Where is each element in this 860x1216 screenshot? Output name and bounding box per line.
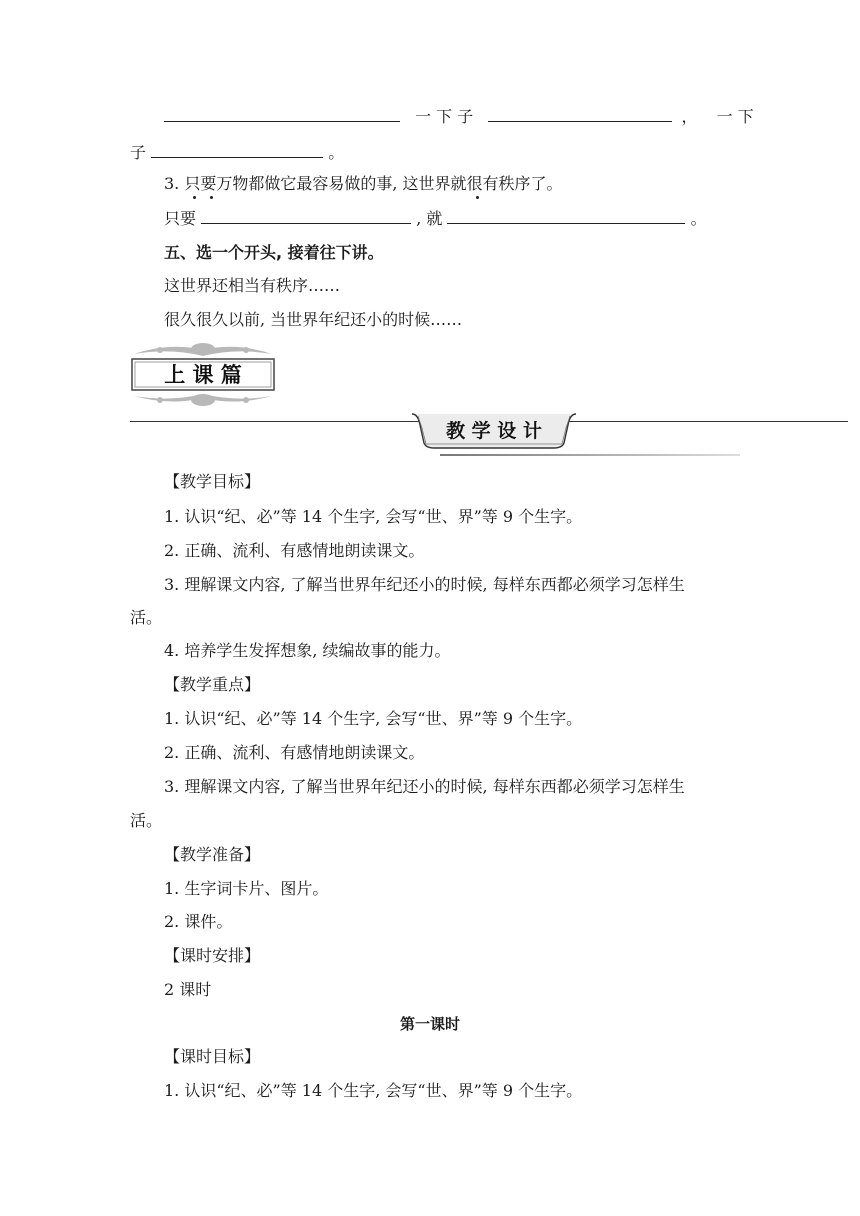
key-points-heading: 【教学重点】 (164, 675, 261, 694)
answer-blank[interactable] (151, 143, 323, 158)
preparation-item: 1. 生字词卡片、图片。 (164, 879, 329, 898)
goal-item: 4. 培养学生发挥想象, 续编故事的能力。 (164, 641, 451, 660)
fill-in-line-2 (130, 143, 344, 163)
tab-label: 教 学 设 计 (446, 420, 542, 442)
schedule-heading: 【课时安排】 (164, 946, 261, 965)
tab-shadow (440, 454, 740, 456)
lesson-goals-heading: 【课时目标】 (164, 1047, 261, 1066)
fill-in-text: 只要 (164, 209, 197, 228)
story-opening-2: 很久很久以前, 当世界年纪还小的时候…… (164, 310, 463, 329)
emphasis-dot (476, 196, 479, 199)
goal-item: 3. 理解课文内容, 了解当世界年纪还小的时候, 每样东西都必须学习怎样生 (164, 575, 685, 594)
item-3-fill-in (164, 209, 707, 229)
emphasis-dot (210, 196, 213, 199)
fill-in-line-1 (164, 107, 754, 127)
section-banner (130, 340, 276, 408)
teaching-design-tab (410, 413, 578, 449)
goal-item-continued: 活。 (130, 608, 163, 627)
answer-blank[interactable] (447, 209, 685, 224)
key-point-item: 2. 正确、流利、有感情地朗读课文。 (164, 743, 425, 762)
fill-in-text: 一 下 (716, 107, 754, 126)
item-3-sentence: 3. 只要万物都做它最容易做的事, 这世界就很有秩序了。 (164, 174, 563, 193)
goal-item: 2. 正确、流利、有感情地朗读课文。 (164, 541, 425, 560)
fill-in-text: , 就 (416, 209, 443, 228)
fill-in-text: 。 (690, 209, 707, 228)
key-point-item-continued: 活。 (130, 811, 163, 830)
preparation-heading: 【教学准备】 (164, 845, 261, 864)
schedule-value: 2 课时 (164, 980, 212, 999)
lesson-title: 第一课时 (399, 1015, 460, 1033)
key-point-item: 1. 认识“纪、必”等 14 个生字, 会写“世、界”等 9 个生字。 (164, 709, 583, 728)
story-opening-1: 这世界还相当有秩序…… (164, 276, 341, 295)
lesson-goal-item: 1. 认识“纪、必”等 14 个生字, 会写“世、界”等 9 个生字。 (164, 1081, 583, 1100)
preparation-item: 2. 课件。 (164, 912, 233, 931)
banner-label: 上 课 篇 (164, 363, 242, 387)
goal-item: 1. 认识“纪、必”等 14 个生字, 会写“世、界”等 9 个生字。 (164, 507, 583, 526)
answer-blank[interactable] (164, 107, 400, 122)
goals-heading: 【教学目标】 (164, 472, 261, 491)
section-5-heading: 五、选一个开头, 接着往下讲。 (164, 243, 384, 262)
answer-blank[interactable] (488, 107, 672, 122)
answer-blank[interactable] (201, 209, 411, 224)
fill-in-text: 一 下 子 (415, 107, 474, 126)
fill-in-text: ， (681, 107, 698, 126)
key-point-item: 3. 理解课文内容, 了解当世界年纪还小的时候, 每样东西都必须学习怎样生 (164, 777, 685, 796)
emphasis-dot (193, 196, 196, 199)
fill-in-text: 。 (328, 143, 345, 162)
fill-in-text: 子 (130, 143, 147, 162)
